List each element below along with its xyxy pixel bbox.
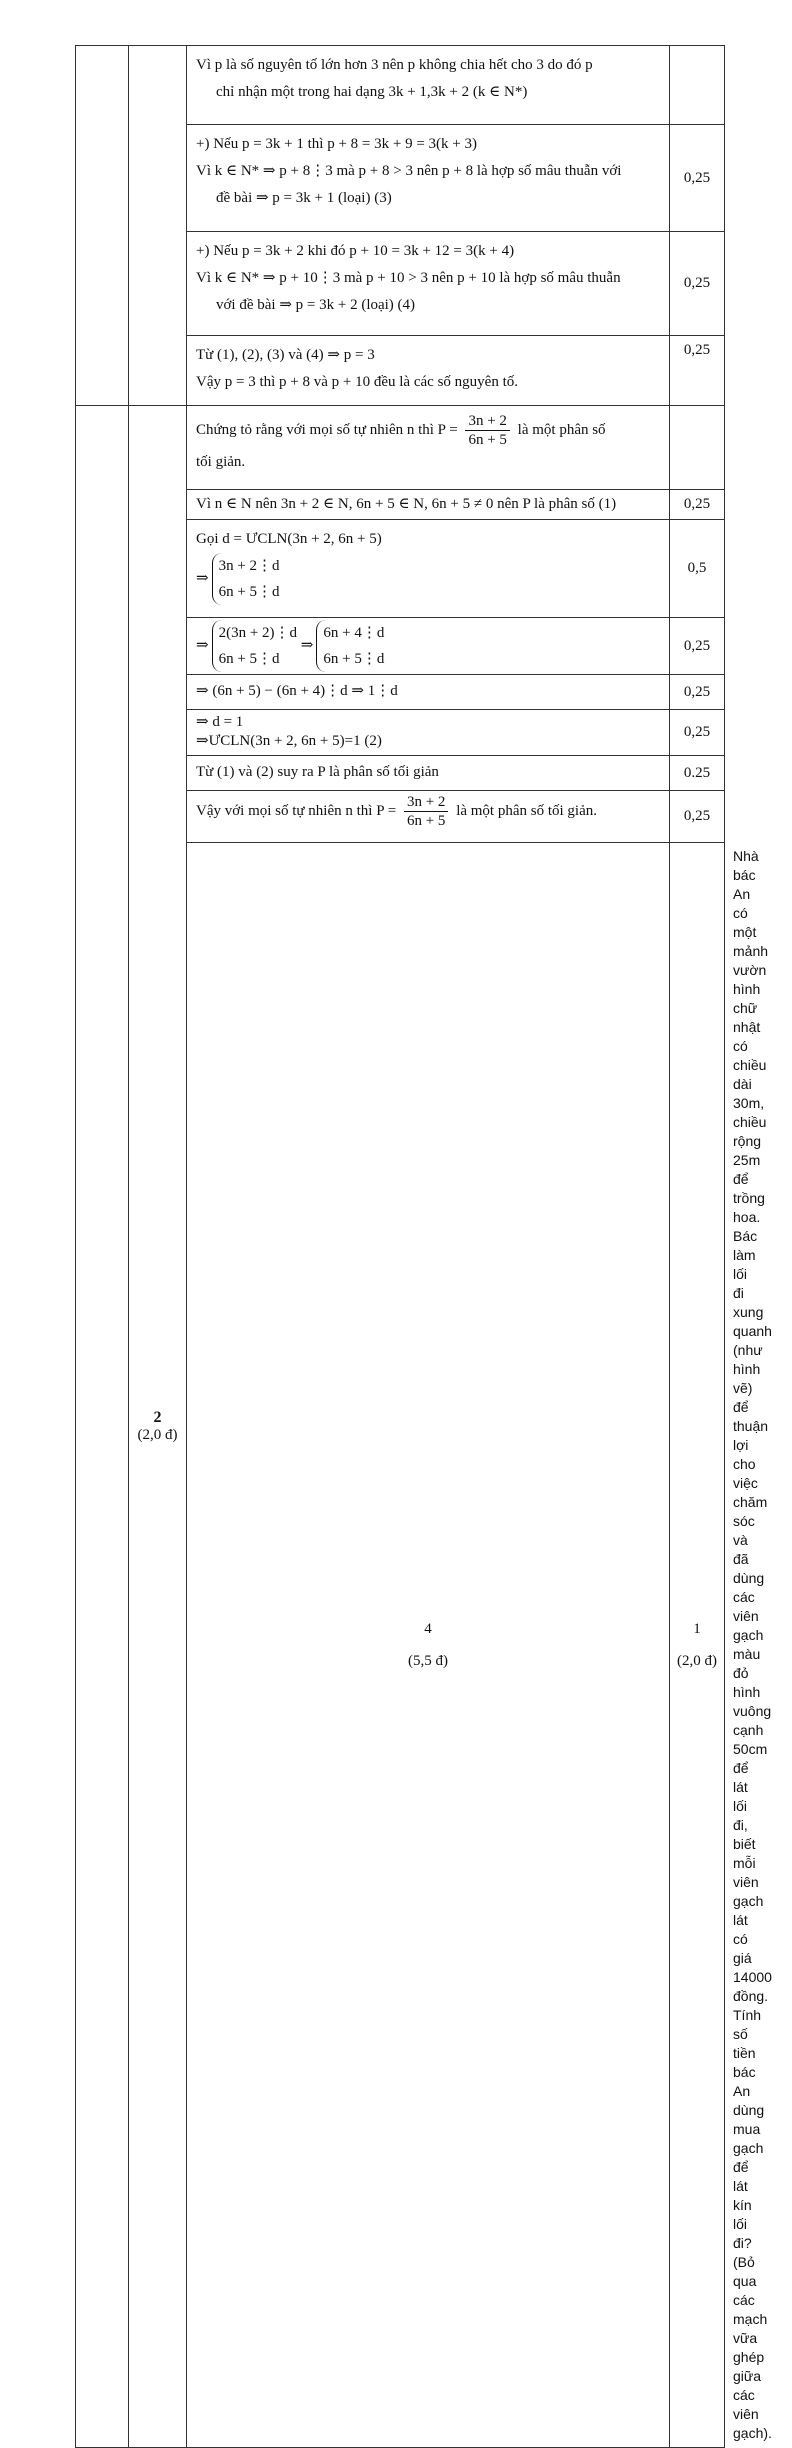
prompt-text: Chứng tỏ rằng với mọi số tự nhiên n thì P =	[196, 421, 458, 438]
solution-text: Vậy với mọi số tự nhiên n thì P =	[196, 802, 397, 819]
solution-cell	[187, 46, 670, 125]
score-cell: 0.25	[670, 756, 725, 791]
score-cell: 0,25	[670, 710, 725, 756]
question-cell-empty	[76, 406, 129, 2448]
solution-line: +) Nếu p = 3k + 2 khi đó p + 10 = 3k + 12 = 3(k + 4)	[196, 243, 515, 259]
score-cell: 0,25	[670, 490, 725, 520]
fraction-numerator: 3n + 2	[465, 412, 509, 431]
score-cell: 0,25	[670, 675, 725, 710]
fraction-numerator: 3n + 2	[404, 793, 448, 812]
question-points: (5,5 đ)	[408, 1653, 448, 1669]
solution-cell	[187, 710, 670, 756]
score-cell: 0,25	[670, 232, 725, 336]
solution-line: Gọi d = ƯCLN(3n + 2, 6n + 5)	[196, 531, 382, 547]
part-number: 1	[693, 1621, 701, 1637]
solution-cell	[187, 520, 670, 618]
solution-cell	[187, 791, 670, 843]
equation-system: 2(3n + 2)⋮d 6n + 5⋮d	[212, 620, 297, 672]
solution-cell: Vì n ∈ N nên 3n + 2 ∈ N, 6n + 5 ∈ N, 6n + 5 ≠ 0 nên P là phân số (1)	[187, 490, 670, 520]
score-cell: 0,25	[670, 125, 725, 232]
part-label-cell	[670, 843, 725, 2448]
question-cell-empty	[76, 46, 129, 406]
fraction-denominator: 6n + 5	[468, 432, 507, 448]
solution-line: với đề bài ⇒ p = 3k + 2 (loại) (4)	[216, 297, 416, 313]
solution-line: +) Nếu p = 3k + 1 thì p + 8 = 3k + 9 = 3(k + 3)	[196, 136, 477, 152]
solution-line: Từ (1), (2), (3) và (4) ⇒ p = 3	[196, 347, 375, 363]
problem-statement-cell	[187, 406, 670, 490]
solution-cell: ⇒ (6n + 5) − (6n + 4)⋮d ⇒ 1⋮d	[187, 675, 670, 710]
score-cell: 0,25	[670, 618, 725, 675]
solution-line: Vậy p = 3 thì p + 8 và p + 10 đều là các số nguyên tố.	[196, 374, 518, 390]
score-cell: 0,5	[670, 520, 725, 618]
question-number: 4	[424, 1621, 432, 1637]
score-cell: 0,25	[670, 336, 725, 406]
part-number: 2	[153, 1409, 162, 1426]
solution-line: Vì k ∈ N* ⇒ p + 10⋮3 mà p + 10 > 3 nên p + 10 là hợp số mâu thuẫn	[196, 270, 621, 286]
part-cell-empty	[129, 46, 187, 406]
solution-line: Vì p là số nguyên tố lớn hơn 3 nên p không chia hết cho 3 do đó p	[196, 57, 593, 73]
implies-symbol: ⇒	[300, 637, 314, 654]
solution-cell	[187, 336, 670, 406]
score-cell: 0,25	[670, 791, 725, 843]
part-points: (2,0 đ)	[677, 1653, 717, 1669]
prompt-text: là một phân số	[517, 421, 606, 438]
question-number-cell	[187, 843, 670, 2448]
equation-system: 3n + 2⋮d 6n + 5⋮d	[212, 553, 280, 605]
implies-symbol: ⇒	[196, 637, 209, 654]
prompt-text: tối giản.	[196, 454, 246, 470]
part-points: (2,0 đ)	[137, 1427, 178, 1443]
score-cell-empty	[670, 406, 725, 490]
equation-system: 6n + 4⋮d 6n + 5⋮d	[316, 620, 384, 672]
score-cell-empty	[670, 46, 725, 125]
solution-line: đề bài ⇒ p = 3k + 1 (loại) (3)	[216, 190, 392, 206]
solution-cell	[187, 618, 670, 675]
solution-cell	[187, 125, 670, 232]
implies-symbol: ⇒	[196, 570, 209, 587]
solution-line: ⇒ d = 1	[196, 714, 244, 730]
solution-cell: Từ (1) và (2) suy ra P là phân số tối giản	[187, 756, 670, 791]
solution-line: ⇒ƯCLN(3n + 2, 6n + 5)=1 (2)	[196, 733, 382, 749]
answer-key-table	[75, 45, 772, 2448]
part-label-cell	[129, 406, 187, 2448]
solution-line: chỉ nhận một trong hai dạng 3k + 1,3k + 2 (k ∈ N*)	[216, 84, 528, 100]
fraction-denominator: 6n + 5	[406, 813, 446, 829]
problem-text: Nhà bác An có một mảnh vườn hình chữ nhật có chiều dài 30m, chiều rộng 25m để trồng hoa. Bác làm lối đi xung quanh (như hình vẽ) để thuận lợi cho việc chăm sóc và đã dùng các viên gạch màu đỏ hình vuông cạnh 50cm để lát lối đi, biết mỗi viên gạch lát có giá 14000 đồng. Tính số tiền bác An dùng mua gạch để lát kín lối đi? (Bỏ qua các mạch vữa ghép giữa các viên gạch).	[733, 848, 772, 2441]
solution-text: là một phân số tối giản.	[456, 802, 598, 819]
fraction-p	[465, 412, 509, 449]
fraction-p	[404, 793, 448, 830]
solution-line: Vì k ∈ N* ⇒ p + 8⋮3 mà p + 8 > 3 nên p + 8 là hợp số mâu thuẫn với	[196, 163, 622, 179]
solution-cell	[187, 232, 670, 336]
